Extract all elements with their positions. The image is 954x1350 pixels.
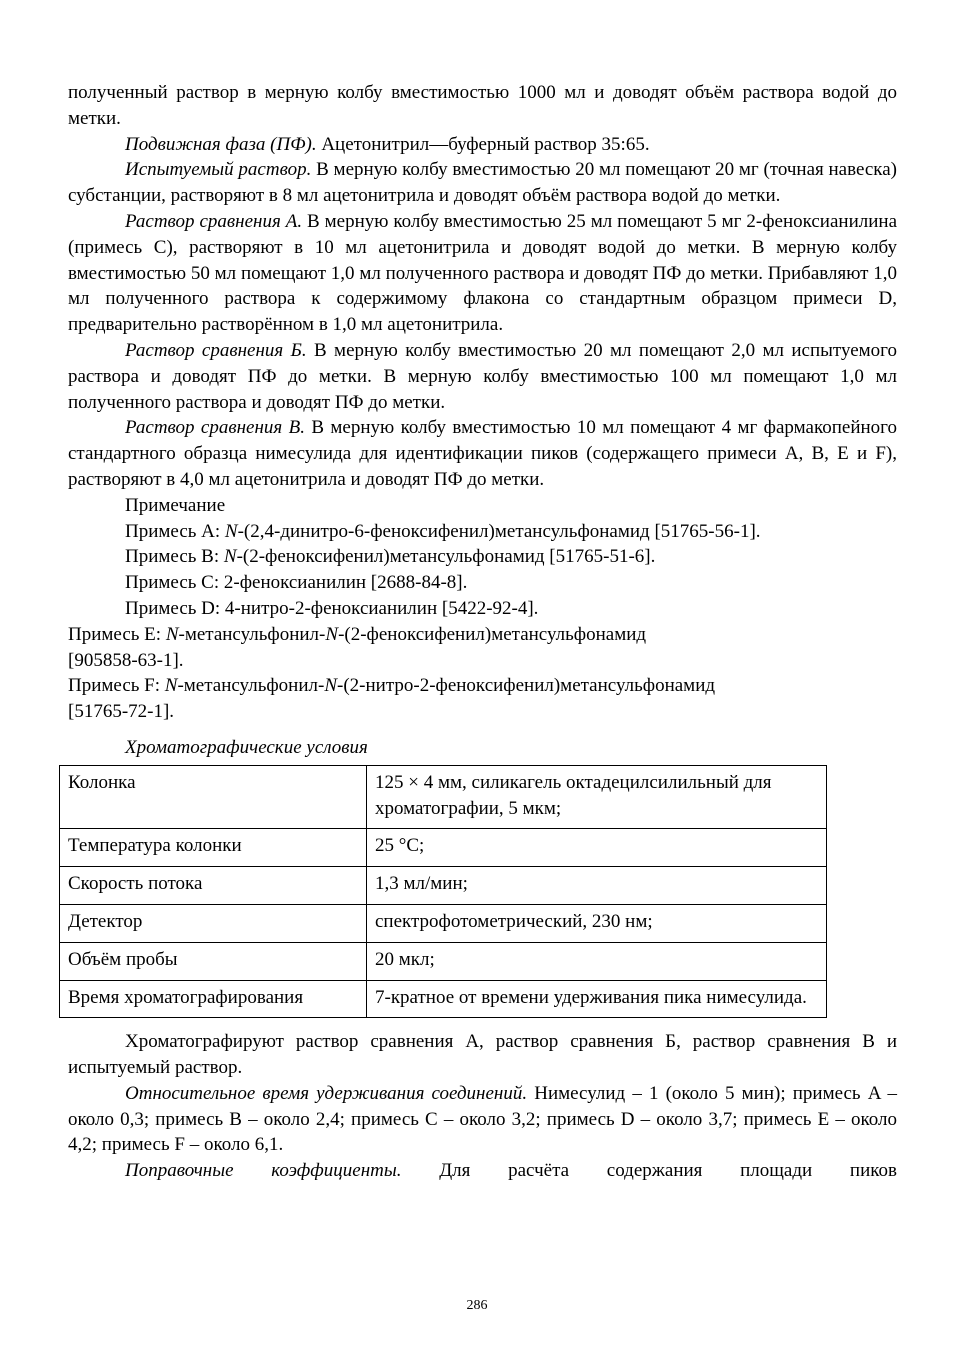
impurity-a-label: Примесь A: [125, 520, 225, 542]
note-heading: Примечание [125, 494, 226, 516]
impurity-e-mid: -метансульфонил- [178, 623, 326, 645]
condition-value: 25 °C; [367, 829, 827, 867]
impurity-a-name: -(2,4-динитро-6-феноксифенил)метансульфонамид [51765-56-1]. [237, 520, 761, 542]
impurity-d-text: Примесь D: 4-нитро-2-феноксианилин [5422-92-4]. [125, 597, 539, 619]
condition-value: 125 × 4 мм, силикагель октадецилсилильный для хроматографии, 5 мкм; [367, 765, 827, 829]
impurity-e [68, 622, 897, 648]
paragraph-reference-b [68, 338, 897, 415]
impurity-f-line [68, 673, 715, 699]
impurity-e-cas: [905858-63-1]. [68, 649, 184, 671]
table-row [60, 765, 827, 829]
impurity-b-name: -(2-феноксифенил)метансульфонамид [51765-51-6]. [236, 546, 656, 568]
condition-key: Объём пробы [60, 942, 367, 980]
impurity-f-cas: [51765-72-1]. [68, 701, 175, 723]
condition-value: 1,3 мл/мин; [367, 867, 827, 905]
reference-c-text: В мерную колбу вместимостью 10 мл помещают 4 мг фармакопейного стандартного образца нимесулида для идентификации пиков (содержащего примеси A, B, E и F), растворяют в 4,0 мл ацетонитрила и доводят ПФ до метки. [68, 417, 897, 490]
impurity-b-label: Примесь B: [125, 546, 224, 568]
impurity-f-n1: N [164, 675, 178, 697]
impurity-a-n: N [224, 520, 238, 542]
impurity-e-name: -(2-феноксифенил)метансульфонамид [338, 623, 647, 645]
correction-title: Поправочные коэффициенты. [125, 1160, 402, 1182]
impurity-f-label: Примесь F: [68, 675, 165, 697]
condition-key: Детектор [60, 904, 367, 942]
impurity-f-mid: -метансульфонил- [177, 675, 325, 697]
impurity-e-line [68, 622, 646, 648]
reference-b-title: Раствор сравнения Б. [125, 339, 307, 361]
reference-a-title: Раствор сравнения А. [125, 210, 303, 232]
paragraph-test-solution [68, 157, 897, 209]
retention-text: Нимесулид – 1 (около 5 мин); примесь A – около 0,3; примесь B – около 2,4; примесь C – около 3,2; примесь D – около 3,7; примесь E – около 4,2; примесь F – около 6,1. [68, 1082, 898, 1156]
condition-value: спектрофотометрический, 230 нм; [367, 904, 827, 942]
impurity-e-n2: N [325, 623, 339, 645]
impurity-c [68, 570, 897, 596]
conditions-title [68, 735, 897, 761]
paragraph-continuation: полученный раствор в мерную колбу вместимостью 1000 мл и доводят объём раствора водой до метки. [68, 82, 897, 129]
retention-title: Относительное время удерживания соединений. [125, 1082, 528, 1104]
impurity-c-text: Примесь C: 2-феноксианилин [2688-84-8]. [125, 572, 468, 594]
condition-key: Скорость потока [60, 867, 367, 905]
mobile-phase-text: Ацетонитрил—буферный раствор 35:65. [316, 133, 650, 155]
table-row [60, 867, 827, 905]
condition-key: Время хроматографирования [60, 980, 367, 1018]
paragraph-reference-c [68, 415, 897, 492]
paragraph-correction [68, 1158, 897, 1184]
impurity-a [68, 519, 897, 545]
condition-value: 20 мкл; [367, 942, 827, 980]
mobile-phase-title: Подвижная фаза (ПФ). [125, 133, 317, 155]
document-page [68, 80, 897, 1184]
conditions-title-text: Хроматографические условия [125, 736, 368, 758]
test-solution-text: В мерную колбу вместимостью 20 мл помещают 20 мг (точная навеска) субстанции, растворяют в 8 мл ацетонитрила и доводят объём раствора водой до метки. [68, 159, 898, 207]
table-row [60, 942, 827, 980]
impurity-e-label: Примесь E: [68, 623, 166, 645]
paragraph-chromatograph: Хроматографируют раствор сравнения А, раствор сравнения Б, раствор сравнения В и испытуемый раствор. [68, 1031, 897, 1079]
reference-c-title: Раствор сравнения В. [125, 417, 305, 439]
reference-b-text: В мерную колбу вместимостью 20 мл помещают 2,0 мл испытуемого раствора и доводят ПФ до метки. В мерную колбу вместимостью 100 мл помещают 1,0 мл полученного раствора и доводят ПФ до метки. [68, 339, 898, 413]
condition-key: Колонка [60, 765, 367, 829]
paragraph-reference-a [68, 209, 897, 338]
reference-a-text: В мерную колбу вместимостью 25 мл помещают 5 мг 2-феноксианилина (примесь C), растворяют в 10 мл ацетонитрила и доводят водой до метки. В мерную колбу вместимостью 50 мл помещают 1,0 мл полученного раствора и доводят ПФ до метки. Прибавляют 1,0 мл полученного раствора к содержимому флакона со стандартным образцом примеси D, предварительно растворённом в 1,0 мл ацетонитрила. [68, 210, 897, 336]
impurity-b [68, 544, 897, 570]
table-row [60, 829, 827, 867]
condition-key: Температура колонки [60, 829, 367, 867]
test-solution-title: Испытуемый раствор. [125, 159, 312, 181]
page-number: 286 [466, 1298, 488, 1313]
table-row [60, 904, 827, 942]
conditions-table [59, 765, 827, 1019]
impurity-f [68, 673, 897, 699]
impurity-f-name: -(2-нитро-2-феноксифенил)метансульфонамид [337, 675, 716, 697]
impurity-e-n1: N [165, 623, 179, 645]
impurity-b-n: N [223, 546, 237, 568]
condition-value: 7-кратное от времени удерживания пика нимесулида. [367, 980, 827, 1018]
correction-text: Для расчёта содержания площади пиков [401, 1160, 897, 1182]
impurity-f-n2: N [324, 675, 338, 697]
table-row [60, 980, 827, 1018]
paragraph-mobile-phase [68, 132, 897, 158]
impurity-d [68, 596, 897, 622]
paragraph-retention [68, 1081, 897, 1158]
